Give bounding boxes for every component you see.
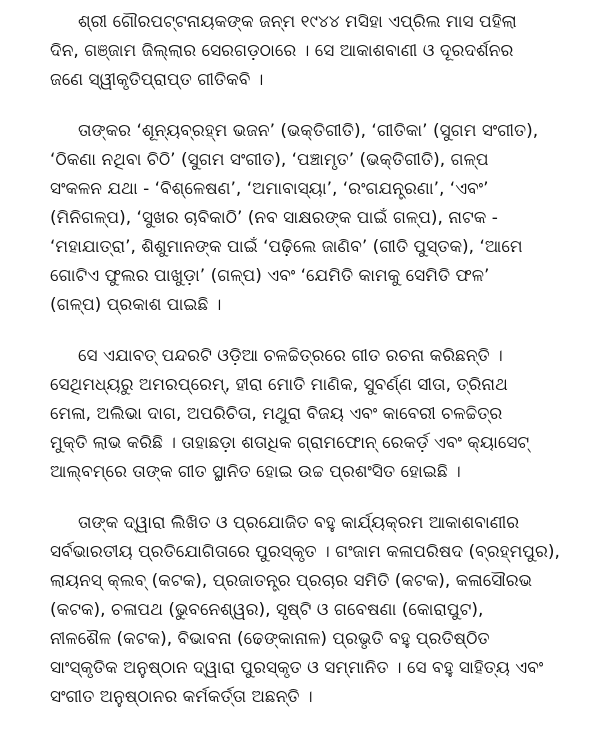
text-line: ସାଂସ୍କୃତିକ ଅନୁଷ୍ଠାନ ଦ୍ୱାରା ପୁରସ୍କୃତ ଓ ସମ୍ମାନିତ । ସେ ବହୁ ସାହିତ୍ୟ ଏବଂ [50,658,544,678]
text-line: ସଂଗୀତ ଅନୁଷ୍ଠାନର କର୍ମକର୍ତ୍ତା ଅଛନ୍ତି । [50,687,313,707]
text-line: (ମିନିଗଳ୍ପ), ‘ସୁଖର ଚାବିକାଠି’ (ନବ ସାକ୍ଷରଙ୍କ ପାଇଁ ଗଳ୍ପ), ନାଟକ - [50,208,498,228]
text-line: ‘ମହାଯାତ୍ରା’, ଶିଶୁମାନଙ୍କ ପାଇଁ ‘ପଢ଼ିଲେ ଜାଣିବ’ (ଗୀତି ପୁସ୍ତକ), ‘ଆମେ [50,237,523,257]
text-line: ଲାୟନସ୍ କ୍ଲବ୍ (କଟକ), ପ୍ରଜାତନ୍ତ୍ର ପ୍ରଚାର ସମିତି (କଟକ), କଳାସୌରଭ [50,571,533,591]
text-line: ଦିନ, ଗଞ୍ଜାମ ଜିଲ୍ଲାର ସେରଗଡ଼ଠାରେ । ସେ ଆକାଶବାଣୀ ଓ ଦୂରଦର୍ଶନର [50,41,514,61]
text-line: (କଟକ), ଚଳାପଥ (ଭୁବନେଶ୍ୱର), ସୃଷ୍ଟି ଓ ଗବେଷଣା (କୋରାପୁଟ), [50,600,484,620]
text-line: ମେଳା, ଅଲିଭା ଦାଗ, ଅପରିଚିତା, ମଥୁରା ବିଜୟ ଏବଂ କାବେରୀ ଚଳଚ୍ଚିତ୍ର [50,404,503,424]
text-line: ସେଥିମଧ୍ୟରୁ ଅମରପ୍ରେମ୍, ହୀରା ମୋତି ମାଣିକ, ସୁବର୍ଣ୍ଣ ସୀତା, ତ୍ରିନାଥ [50,375,508,395]
paragraph-awards [50,509,560,712]
text-line: ଆଲ୍‌ବମ୍‌ରେ ତାଙ୍କ ଗୀତ ସ୍ଥାନିତ ହୋଇ ଉଚ୍ଚ ପ୍ରଶଂସିତ ହୋଇଛି । [50,462,461,482]
paragraph-films [50,342,550,487]
paragraph-works [50,117,550,320]
text-line: ନୀଳଶୈଳ (କଟକ), ବିଭାବନା (ଢେଙ୍କାନାଳ) ପ୍ରଭୃତି ବହୁ ପ୍ରତିଷ୍ଠିତ [50,629,490,649]
text-line: ସେ ଏଯାବତ୍ ପନ୍ଦରଟି ଓଡ଼ିଆ ଚଳଚ୍ଚିତ୍ରରେ ଗୀତ ରଚନା କରିଛନ୍ତି । [78,346,503,366]
text-line: ତାଙ୍କ ଦ୍ୱାରା ଲିଖିତ ଓ ପ୍ରଯୋଜିତ ବହୁ କାର୍ଯ୍ୟକ୍ରମ ଆକାଶବାଣୀର [78,513,520,533]
text-line: ମୁକ୍ତି ଲାଭ କରିଛି । ତାହାଛଡ଼ା ଶତାଧିକ ଗ୍ରାମଫୋନ୍ ରେକର୍ଡ଼ ଏବଂ କ୍ୟାସେଟ୍ [50,433,530,453]
text-line: ସଂକଳନ ଯଥା - ‘ବିଶ୍ଳେଷଣ’, ‘ଅମାବାସ୍ୟା’, ‘ରଂଗଯନ୍ତ୍ରଣା’, ‘ଏବଂ’ [50,179,489,199]
text-line: ଶ୍ରୀ ଗୌରପଟ୍ଟନାୟକଙ୍କ ଜନ୍ମ ୧୯୪୪ ମସିହା ଏପ୍ରିଲ ମାସ ପହିଲା [78,12,517,32]
text-line: ତାଙ୍କର ‘ଶୂନ୍ୟବ୍ରହ୍ମ ଭଜନ’ (ଭକ୍ତିଗୀତି), ‘ଗୀତିକା’ (ସୁଗମ ସଂଗୀତ), [78,121,539,141]
text-line: ଜଣେ ସ୍ୱୀକୃତିପ୍ରାପ୍ତ ଗୀତିକବି । [50,70,264,90]
text-line: (ଗଳ୍ପ) ପ୍ରକାଶ ପାଇଛି । [50,295,222,315]
paragraph-birth [50,8,550,95]
text-line: ଗୋଟିଏ ଫୁଲର ପାଖୁଡ଼ା’ (ଗଳ୍ପ) ଏବଂ ‘ଯେମିତି କାମକୁ ସେମିତି ଫଳ’ [50,266,490,286]
text-line: ‘ଠିକଣା ନଥିବା ଚିଠି’ (ସୁଗମ ସଂଗୀତ), ‘ପଞ୍ଚାମୃତ’ (ଭକ୍ତିଗୀତି), ଗଳ୍ପ [50,150,489,170]
text-line: ସର୍ବଭାରତୀୟ ପ୍ରତିଯୋଗିତାରେ ପୁରସ୍କୃତ । ଗଂଜାମ କଳାପରିଷଦ (ବ୍ରହ୍ମପୁର), [50,542,560,562]
